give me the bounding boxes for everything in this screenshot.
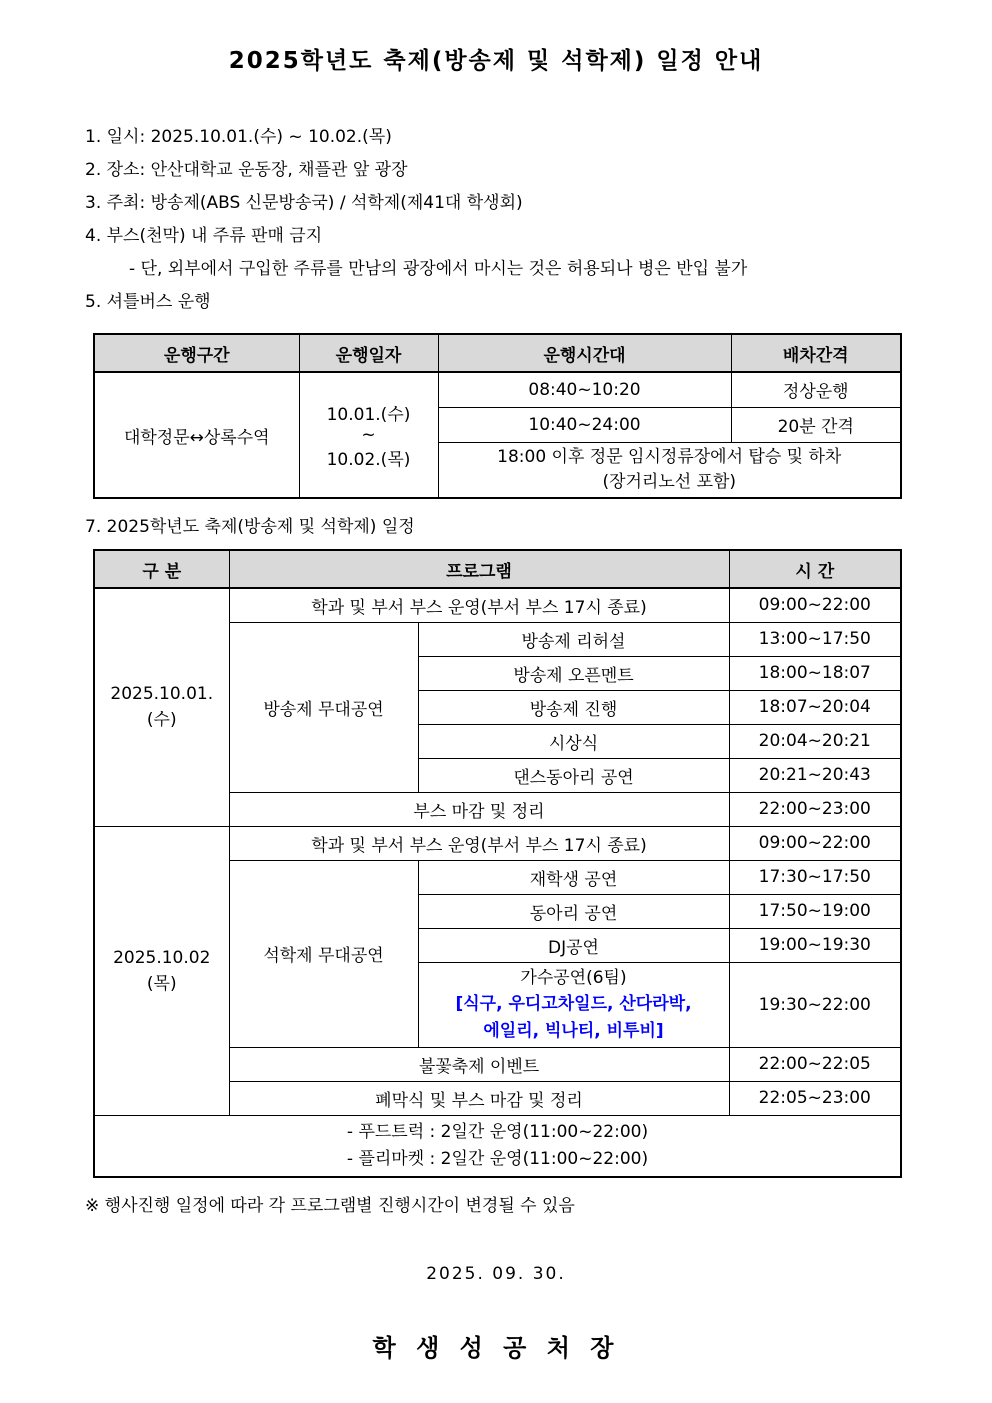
time-cell: 19:00~19:30: [729, 928, 901, 962]
program-cell: 방송제 진행: [418, 690, 729, 724]
program-cell: 시상식: [418, 724, 729, 758]
section-7-heading: 7. 2025학년도 축제(방송제 및 석학제) 일정: [85, 517, 415, 537]
time-cell: 19:30~22:00: [729, 962, 901, 1047]
time-cell: 20:21~20:43: [729, 758, 901, 792]
day1-date-cell: [94, 588, 229, 826]
program-cell: 불꽃축제 이벤트: [229, 1047, 729, 1081]
time-cell: 22:00~23:00: [729, 792, 901, 826]
program-footer-row: [94, 1115, 901, 1177]
day1-weekday: (수): [146, 710, 177, 731]
time-cell: 09:00~22:00: [729, 588, 901, 622]
day2-booth-row: [94, 826, 901, 860]
time-slot-cell: 08:40~10:20: [438, 372, 731, 407]
page-title: 2025학년도 축제(방송제 및 석학제) 일정 안내: [228, 48, 764, 74]
time-cell: 17:50~19:00: [729, 894, 901, 928]
column-header-times: 운행시간대: [438, 334, 731, 372]
day1-date: 2025.10.01.: [110, 684, 214, 705]
column-header-time: 시 간: [729, 550, 901, 588]
program-table: [93, 549, 902, 1178]
program-cell: 방송제 리허설: [418, 622, 729, 656]
day2-date: 2025.10.02: [113, 947, 211, 968]
time-cell: 20:04~20:21: [729, 724, 901, 758]
program-cell: 폐막식 및 부스 마감 및 정리: [229, 1081, 729, 1115]
day2-date-cell: [94, 826, 229, 1115]
day1-stage-group-cell: 방송제 무대공연: [229, 622, 418, 792]
evening-note-line-2: (장거리노선 포함): [602, 471, 737, 492]
program-cell: 부스 마감 및 정리: [229, 792, 729, 826]
day1-booth-row: [94, 588, 901, 622]
evening-note-line-1: 18:00 이후 정문 임시정류장에서 탑승 및 하차: [497, 446, 842, 467]
singer-lineup-line-1: [식구, 우디고차일드, 산다라박,: [455, 993, 692, 1014]
column-header-category: 구 분: [94, 550, 229, 588]
notice-item-host: 3. 주최: 방송제(ABS 신문방송국) / 석학제(제41대 학생회): [85, 193, 523, 213]
notice-item-shuttle: 5. 셔틀버스 운행: [85, 292, 211, 312]
program-cell: 방송제 오픈멘트: [418, 656, 729, 690]
time-slot-cell: 10:40~24:00: [438, 407, 731, 442]
time-cell: 18:00~18:07: [729, 656, 901, 690]
singer-program-cell: [418, 962, 729, 1047]
interval-cell: 20분 간격: [731, 407, 901, 442]
interval-cell: 정상운행: [731, 372, 901, 407]
time-cell: 18:07~20:04: [729, 690, 901, 724]
time-cell: 22:05~23:00: [729, 1081, 901, 1115]
shuttle-header-row: [94, 334, 901, 372]
fleamarket-note: - 플리마켓 : 2일간 운영(11:00~22:00): [346, 1148, 649, 1169]
program-cell: 동아리 공연: [418, 894, 729, 928]
singer-lineup-line-2: 에일리, 빅나티, 비투비]: [483, 1020, 664, 1041]
program-cell: 학과 및 부서 부스 운영(부서 부스 17시 종료): [229, 588, 729, 622]
day2-weekday: (목): [146, 973, 177, 994]
evening-note-cell: [438, 442, 901, 498]
column-header-program: 프로그램: [229, 550, 729, 588]
column-header-route: 운행구간: [94, 334, 299, 372]
notice-item-place: 2. 장소: 안산대학교 운동장, 채플관 앞 광장: [85, 160, 408, 180]
foodtruck-note: - 푸드트럭 : 2일간 운영(11:00~22:00): [346, 1121, 649, 1142]
program-cell: DJ공연: [418, 928, 729, 962]
singer-label: 가수공연(6팀): [520, 967, 627, 988]
dates-line-3: 10.02.(목): [326, 450, 411, 470]
program-cell: 댄스동아리 공연: [418, 758, 729, 792]
notice-subitem-alcohol-exception: - 단, 외부에서 구입한 주류를 만남의 광장에서 마시는 것은 허용되나 병은 반입 불가: [129, 259, 748, 279]
time-cell: 13:00~17:50: [729, 622, 901, 656]
day2-stage-group-cell: 석학제 무대공연: [229, 860, 418, 1047]
schedule-change-note: ※ 행사진행 일정에 따라 각 프로그램별 진행시간이 변경될 수 있음: [85, 1196, 575, 1216]
time-cell: 22:00~22:05: [729, 1047, 901, 1081]
footer-notes-cell: [94, 1115, 901, 1177]
dates-cell: [299, 372, 438, 498]
notice-item-date: 1. 일시: 2025.10.01.(수) ~ 10.02.(목): [85, 127, 392, 147]
program-cell: 재학생 공연: [418, 860, 729, 894]
time-cell: 17:30~17:50: [729, 860, 901, 894]
shuttle-row-1: [94, 372, 901, 407]
column-header-dates: 운행일자: [299, 334, 438, 372]
column-header-interval: 배차간격: [731, 334, 901, 372]
issue-date: 2025. 09. 30.: [426, 1264, 566, 1284]
shuttle-table: [93, 333, 902, 499]
program-cell: 학과 및 부서 부스 운영(부서 부스 17시 종료): [229, 826, 729, 860]
notice-item-alcohol: 4. 부스(천막) 내 주류 판매 금지: [85, 226, 323, 246]
dates-line-2: ~: [361, 425, 376, 445]
program-header-row: [94, 550, 901, 588]
notice-list: [85, 121, 992, 319]
dates-line-1: 10.01.(수): [326, 405, 411, 425]
route-cell: 대학정문↔상록수역: [94, 372, 299, 498]
signature: 학 생 성 공 처 장: [372, 1334, 620, 1362]
time-cell: 09:00~22:00: [729, 826, 901, 860]
